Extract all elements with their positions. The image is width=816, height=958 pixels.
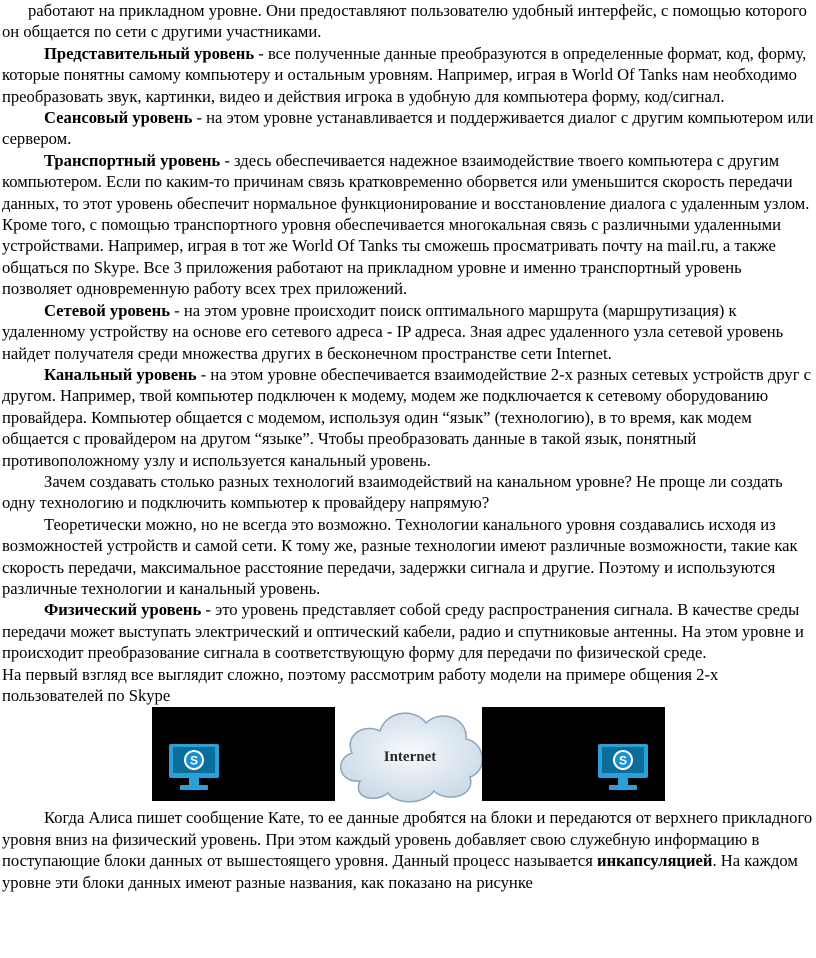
text-session-layer: - на этом уровне устанавливается и поддерживается диалог с другим компьютером или сервером. bbox=[2, 108, 814, 149]
skype-icon bbox=[613, 750, 633, 770]
document-page bbox=[2, 0, 814, 893]
paragraph-application-end: работают на прикладном уровне. Они предоставляют пользователю удобный интерфейс, с помощью которого он общается по сети с другими участниками. bbox=[2, 1, 807, 42]
left-computer-panel bbox=[152, 707, 335, 801]
term-physical-layer: Физический уровень bbox=[44, 600, 202, 620]
paragraph-encapsulation bbox=[2, 807, 814, 893]
term-presentation-layer: Представительный уровень bbox=[44, 43, 255, 63]
term-data-link-layer: Канальный уровень bbox=[44, 364, 197, 384]
skype-icon bbox=[184, 750, 204, 770]
right-computer-panel bbox=[482, 707, 665, 801]
paragraph-session-layer bbox=[2, 107, 814, 150]
internet-cloud bbox=[330, 701, 490, 805]
term-transport-layer: Транспортный уровень bbox=[44, 150, 221, 170]
text-network-layer: - на этом уровне происходит поиск оптимального маршрута (маршрутизация) к удаленному устройству на основе его сетевого адреса - IP адреса. Зная адрес удаленного узла сетевой уровень найдет получателя среди множества других в бесконечном пространстве сети Internet. bbox=[2, 300, 784, 363]
paragraph-presentation-layer bbox=[2, 43, 814, 107]
paragraph-physical-layer bbox=[2, 599, 814, 663]
paragraph-example-intro: На первый взгляд все выглядит сложно, поэтому рассмотрим работу модели на примере общения 2-х пользователей по Skype bbox=[2, 664, 719, 705]
text-transport-layer: - здесь обеспечивается надежное взаимодействие твоего компьютера с другим компьютером. Если по каким-то причинам связь кратковременно оборвется или уменьшится скорость передачи данных, то этот уровень обеспечит нормальное функционирование и восстановление диалога с удаленным узлом. Кроме того, с помощью транспортного уровня обеспечивается многокальная связь с различными удаленными устройствами. Например, играя в тот же World Of Tanks ты сможешь просматривать почту на mail.ru, а также общаться по Skype. Все 3 приложения работают на прикладном уровне и именно транспортный уровень позволяет одновременную работу всех трех приложений. bbox=[2, 150, 810, 299]
paragraph-answer: Теоретически можно, но не всегда это возможно. Технологии канального уровня создавались исходя из возможностей устройств и самой сети. К тому же, разные технологии имеют различные возможности, такие как скорость передачи, максимальное расстояние передачи, задержки сигнала и другие. Поэтому и используются различные технологии и канальный уровень. bbox=[2, 514, 798, 598]
internet-label: Internet bbox=[383, 749, 437, 766]
paragraph-network-layer bbox=[2, 300, 814, 364]
svg-text:S: S bbox=[189, 753, 199, 768]
skype-internet-figure bbox=[2, 707, 814, 804]
text-physical-layer: - это уровень представляет собой среду распространения сигнала. В качестве среды передачи может выступать электрический и оптический кабели, радио и спутниковые антенны. На этом уровне и происходит преобразование сигнала в соответствующую форму для передачи по физической среде. bbox=[2, 600, 804, 663]
term-network-layer: Сетевой уровень bbox=[44, 300, 170, 320]
term-encapsulation: инкапсуляцией bbox=[597, 851, 713, 871]
term-session-layer: Сеансовый уровень bbox=[44, 108, 193, 128]
text-encapsulation-end: . На каждом уровне эти блоки данных имеют разные названия, как показано на рисунке bbox=[2, 851, 798, 892]
svg-text:S: S bbox=[618, 753, 628, 768]
paragraph-data-link-layer bbox=[2, 364, 814, 471]
text-data-link-layer: - на этом уровне обеспечивается взаимодействие 2-х разных сетевых устройств друг с другом. Например, твой компьютер подключен к модему, модем же подключается к сетевому оборудованию провайдера. Компьютер общается с модемом, используя один “язык” (технологию), в то время, как модем общается с провайдером на другом “языке”. Чтобы преобразовать данные в такой язык, понятный противоположному узлу и используется канальный уровень. bbox=[2, 364, 812, 470]
paragraph-transport-layer bbox=[2, 150, 814, 300]
monitor-icon bbox=[597, 743, 649, 791]
text-encapsulation-start: Когда Алиса пишет сообщение Кате, то ее данные дробятся на блоки и передаются от верхнего прикладного уровня вниз на физический уровень. При этом каждый уровень добавляет свою служебную информацию в поступающие блоки данных от вышестоящего уровня. Данный процесс называется bbox=[2, 808, 813, 871]
monitor-icon bbox=[168, 743, 220, 791]
text-presentation-layer: - все полученные данные преобразуются в определенные формат, код, форму, которые понятны самому компьютеру и остальным уровням. Например, играя в World Of Tanks нам необходимо преобразовать звук, картинки, видео и действия игрока в удобную для компьютера форму, код/сигнал. bbox=[2, 43, 807, 106]
paragraph-question: Зачем создавать столько разных технологий взаимодействий на канальном уровне? Не проще ли создать одну технологию и подключить компьютер к провайдеру напрямую? bbox=[2, 471, 783, 513]
